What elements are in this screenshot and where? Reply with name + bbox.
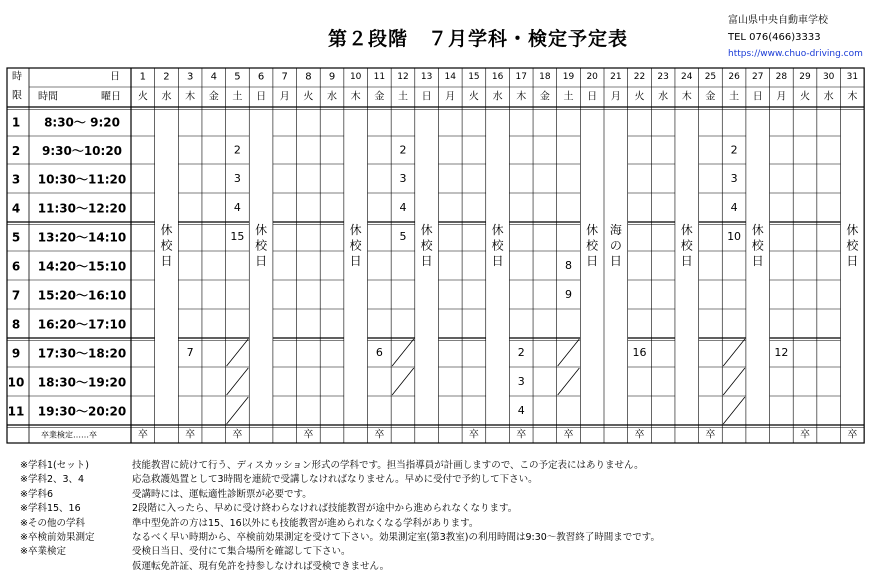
sotsugyo-mark: 卒 <box>634 429 645 441</box>
grid-border <box>7 68 864 443</box>
lecture-number: 8 <box>565 259 573 272</box>
page-title: 第２段階 ７月学科・検定予定表 <box>328 28 629 50</box>
day-number: 25 <box>704 72 717 82</box>
closed-day-label: の <box>609 238 622 253</box>
weekday-label: 日 <box>421 91 432 103</box>
note-text: 準中型免許の方は15、16以外にも技能教習が進められなくなる学科があります。 <box>132 517 479 529</box>
sotsugyo-mark: 卒 <box>185 429 196 441</box>
closed-day-label: 校 <box>680 238 693 253</box>
lecture-number: 6 <box>375 346 383 359</box>
day-number: 13 <box>420 72 433 82</box>
closed-day-label: 日 <box>586 254 599 268</box>
note-text: 受検日当日、受付にて集合場所を確認して下さい。 <box>132 546 351 558</box>
slash-mark <box>227 339 249 366</box>
closed-day-label: 日 <box>491 254 504 268</box>
weekday-label: 日 <box>752 91 763 103</box>
weekday-label: 木 <box>185 91 196 103</box>
slash-mark <box>723 397 745 424</box>
weekday-label: 木 <box>350 91 361 103</box>
note-label: ※卒検前効果測定 <box>20 532 95 544</box>
period-time: 16:20～17:10 <box>37 317 127 332</box>
lecture-number: 3 <box>399 172 407 185</box>
weekday-label: 金 <box>208 91 219 103</box>
weekday-label: 土 <box>397 91 408 103</box>
weekday-label: 水 <box>492 91 503 103</box>
day-number: 22 <box>633 72 646 82</box>
closed-day-label: 日 <box>160 254 173 268</box>
note-label: ※学科15、16 <box>20 503 81 515</box>
sotsugyo-mark: 卒 <box>563 429 574 441</box>
day-number: 2 <box>163 71 170 83</box>
weekday-label: 火 <box>800 91 811 103</box>
closed-day-label: 日 <box>751 254 764 268</box>
period-time: 10:30～11:20 <box>37 172 127 187</box>
day-number: 14 <box>444 72 457 82</box>
period-time: 14:20～15:10 <box>37 259 127 274</box>
closed-day-label: 海 <box>609 223 622 237</box>
closed-day-label: 休 <box>255 223 268 237</box>
period-number: 7 <box>11 288 21 303</box>
day-number: 12 <box>397 72 409 82</box>
weekday-label: 水 <box>161 91 172 103</box>
day-number: 24 <box>681 72 693 82</box>
weekday-label: 木 <box>681 91 692 103</box>
sotsugyo-mark: 卒 <box>303 429 314 441</box>
day-number: 30 <box>822 72 835 82</box>
weekday-label: 火 <box>468 91 479 103</box>
day-number: 11 <box>373 72 386 82</box>
slash-mark <box>558 368 580 395</box>
closed-day-label: 日 <box>349 254 362 268</box>
weekday-label: 木 <box>847 91 858 103</box>
closed-day-label: 日 <box>609 254 622 268</box>
note-text: なるべく早い時期から、卒検前効果測定を受けて下さい。効果測定室(第3教室)の利用時間は9:30～教習終了時間までです。 <box>132 532 661 544</box>
slash-mark <box>227 368 249 395</box>
lecture-number: 4 <box>517 404 525 417</box>
note-label <box>20 560 132 574</box>
closed-day-label: 校 <box>160 238 173 253</box>
closed-day-label: 休 <box>420 223 433 237</box>
weekday-label: 土 <box>729 91 740 103</box>
weekday-label: 土 <box>232 91 243 103</box>
note-label: ※学科1(セット) <box>20 460 89 471</box>
weekday-label: 日 <box>587 91 598 103</box>
day-number: 1 <box>139 71 147 83</box>
period-time: 11:30～12:20 <box>37 201 127 216</box>
period-number: 10 <box>7 375 25 390</box>
day-number: 29 <box>799 72 811 82</box>
lecture-number: 2 <box>730 143 738 157</box>
day-number: 10 <box>349 72 362 82</box>
day-number: 23 <box>657 72 669 82</box>
lecture-number: 12 <box>774 346 789 359</box>
closed-day-label: 校 <box>491 238 504 253</box>
sotsugyo-mark: 卒 <box>516 429 527 441</box>
school-url[interactable]: https://www.chuo-driving.com <box>728 49 863 59</box>
weekday-label: 水 <box>658 91 669 103</box>
period-time: 9:30～10:20 <box>41 144 123 158</box>
period-number: 2 <box>11 144 21 158</box>
closed-day-label: 校 <box>751 238 764 253</box>
closed-day-label: 休 <box>349 223 362 237</box>
note-label: ※学科6 <box>20 488 54 500</box>
day-number: 5 <box>234 71 241 83</box>
lecture-number: 3 <box>730 172 738 185</box>
lecture-number: 2 <box>517 346 525 359</box>
lecture-number: 5 <box>399 230 407 243</box>
weekday-label: 金 <box>539 91 550 103</box>
lecture-number: 10 <box>727 230 742 243</box>
lecture-number: 16 <box>632 346 647 359</box>
sotsugyo-mark: 卒 <box>800 429 811 441</box>
closed-day-label: 休 <box>751 223 764 237</box>
note-label: ※卒業検定 <box>20 546 66 558</box>
weekday-label: 月 <box>445 91 456 103</box>
day-number: 3 <box>186 71 194 83</box>
sotsugyo-mark: 卒 <box>847 429 858 441</box>
note-row <box>20 545 660 559</box>
closed-day-label: 日 <box>420 254 433 268</box>
period-time: 19:30～20:20 <box>37 404 127 419</box>
note-text: 仮運転免許証、現有免許を持参しなければ受検できません。 <box>132 560 390 572</box>
period-number: 8 <box>11 317 21 332</box>
weekday-label: 日 <box>256 91 267 103</box>
note-text: 受講時には、運転適性診断票が必要です。 <box>132 488 312 500</box>
period-number: 5 <box>11 230 21 245</box>
note-row <box>20 531 660 545</box>
closed-day-label: 休 <box>160 223 173 237</box>
weekday-label: 金 <box>374 91 385 103</box>
day-number: 31 <box>846 72 859 82</box>
period-time: 17:30～18:20 <box>37 346 127 361</box>
day-number: 6 <box>257 71 265 83</box>
weekday-label: 水 <box>327 91 338 103</box>
sotsugyo-mark: 卒 <box>468 429 479 441</box>
note-row <box>20 502 660 516</box>
day-number: 21 <box>610 72 622 82</box>
day-number: 15 <box>468 72 480 82</box>
day-number: 19 <box>562 72 575 82</box>
day-number: 7 <box>281 71 288 83</box>
weekday-label: 火 <box>137 91 148 103</box>
weekday-label: 火 <box>303 91 314 103</box>
note-text: 技能教習に続けて行う、ディスカッション形式の学科です。担当指導員が計画しますので、この予定表にはありません。 <box>132 460 644 471</box>
closed-day-label: 休 <box>491 223 504 237</box>
closed-day-label: 日 <box>680 254 693 268</box>
sotsugyo-mark: 卒 <box>137 429 148 441</box>
sotsugyo-mark: 卒 <box>374 429 385 441</box>
closed-day-label: 日 <box>255 254 268 268</box>
weekday-label: 金 <box>705 91 716 103</box>
closed-day-label: 校 <box>846 238 859 253</box>
lecture-number: 4 <box>730 201 738 214</box>
closed-day-label: 日 <box>846 254 859 268</box>
day-number: 17 <box>515 72 527 82</box>
closed-day-label: 休 <box>846 223 859 237</box>
period-number: 3 <box>11 172 21 187</box>
note-text: 2段階に入ったら、早めに受け終わらなければ技能教習が途中から進められなくなります。 <box>132 503 518 515</box>
lecture-number: 15 <box>230 230 245 243</box>
lecture-number: 3 <box>517 375 525 388</box>
weekday-label: 月 <box>776 91 787 103</box>
period-number: 11 <box>7 404 25 419</box>
closed-day-label: 校 <box>586 238 599 253</box>
day-number: 28 <box>775 72 788 82</box>
slash-mark <box>723 339 745 366</box>
period-time: 8:30～ 9:20 <box>44 115 120 130</box>
note-row <box>20 560 660 574</box>
weekday-label: 月 <box>279 91 290 103</box>
weekday-label: 火 <box>634 91 645 103</box>
weekday-label: 木 <box>516 91 527 103</box>
header-jikan: 時間 <box>38 91 58 103</box>
header-gen: 限 <box>12 90 22 102</box>
lecture-number: 2 <box>399 143 407 157</box>
closed-day-label: 校 <box>349 238 362 253</box>
slash-mark <box>227 397 249 424</box>
lecture-number: 3 <box>233 172 241 185</box>
note-text: 応急救護処置として3時間を連続で受講しなければなりません。早めに受付で予約して下さい。 <box>132 474 538 486</box>
slash-mark <box>392 339 414 366</box>
slash-mark <box>392 368 414 395</box>
lecture-number: 2 <box>233 143 241 157</box>
note-label: ※その他の学科 <box>20 517 85 529</box>
period-time: 18:30～19:20 <box>37 375 127 390</box>
sotsugyo-mark: 卒 <box>705 429 716 441</box>
period-number: 9 <box>11 346 21 361</box>
sotsugyo-mark: 卒 <box>232 429 243 441</box>
closed-day-label: 校 <box>255 238 268 253</box>
period-time: 13:20～14:10 <box>37 230 127 245</box>
sotsugyo-label: 卒業検定……卒 <box>41 430 97 440</box>
weekday-label: 月 <box>610 91 621 103</box>
header-youbi: 曜日 <box>101 91 121 103</box>
closed-day-label: 校 <box>420 238 433 253</box>
lecture-number: 4 <box>399 201 407 214</box>
day-number: 4 <box>210 71 217 83</box>
day-number: 16 <box>491 72 504 82</box>
day-number: 8 <box>305 71 312 83</box>
lecture-number: 4 <box>233 201 241 214</box>
slash-mark <box>723 368 745 395</box>
day-number: 20 <box>586 72 598 82</box>
period-number: 6 <box>11 259 21 274</box>
lecture-number: 7 <box>186 346 194 359</box>
weekday-label: 水 <box>823 91 834 103</box>
closed-day-label: 休 <box>680 223 693 237</box>
period-time: 15:20～16:10 <box>37 288 127 303</box>
notes-section <box>20 459 660 574</box>
note-row <box>20 473 660 487</box>
header-nichi: 日 <box>110 71 120 83</box>
slash-mark <box>558 339 580 366</box>
weekday-label: 土 <box>563 91 574 103</box>
day-number: 27 <box>751 72 764 82</box>
note-label: ※学科2、3、4 <box>20 474 85 486</box>
school-tel: TEL 076(466)3333 <box>728 32 821 43</box>
header-ji: 時 <box>12 71 22 83</box>
period-number: 4 <box>11 201 21 216</box>
day-number: 26 <box>728 72 740 82</box>
day-number: 18 <box>539 72 551 82</box>
period-number: 1 <box>11 115 21 130</box>
lecture-number: 9 <box>565 288 573 301</box>
note-row <box>20 459 660 473</box>
note-row <box>20 488 660 502</box>
note-row <box>20 517 660 531</box>
closed-day-label: 休 <box>586 223 599 237</box>
day-number: 9 <box>328 71 336 83</box>
school-name: 富山県中央自動車学校 <box>728 15 828 26</box>
